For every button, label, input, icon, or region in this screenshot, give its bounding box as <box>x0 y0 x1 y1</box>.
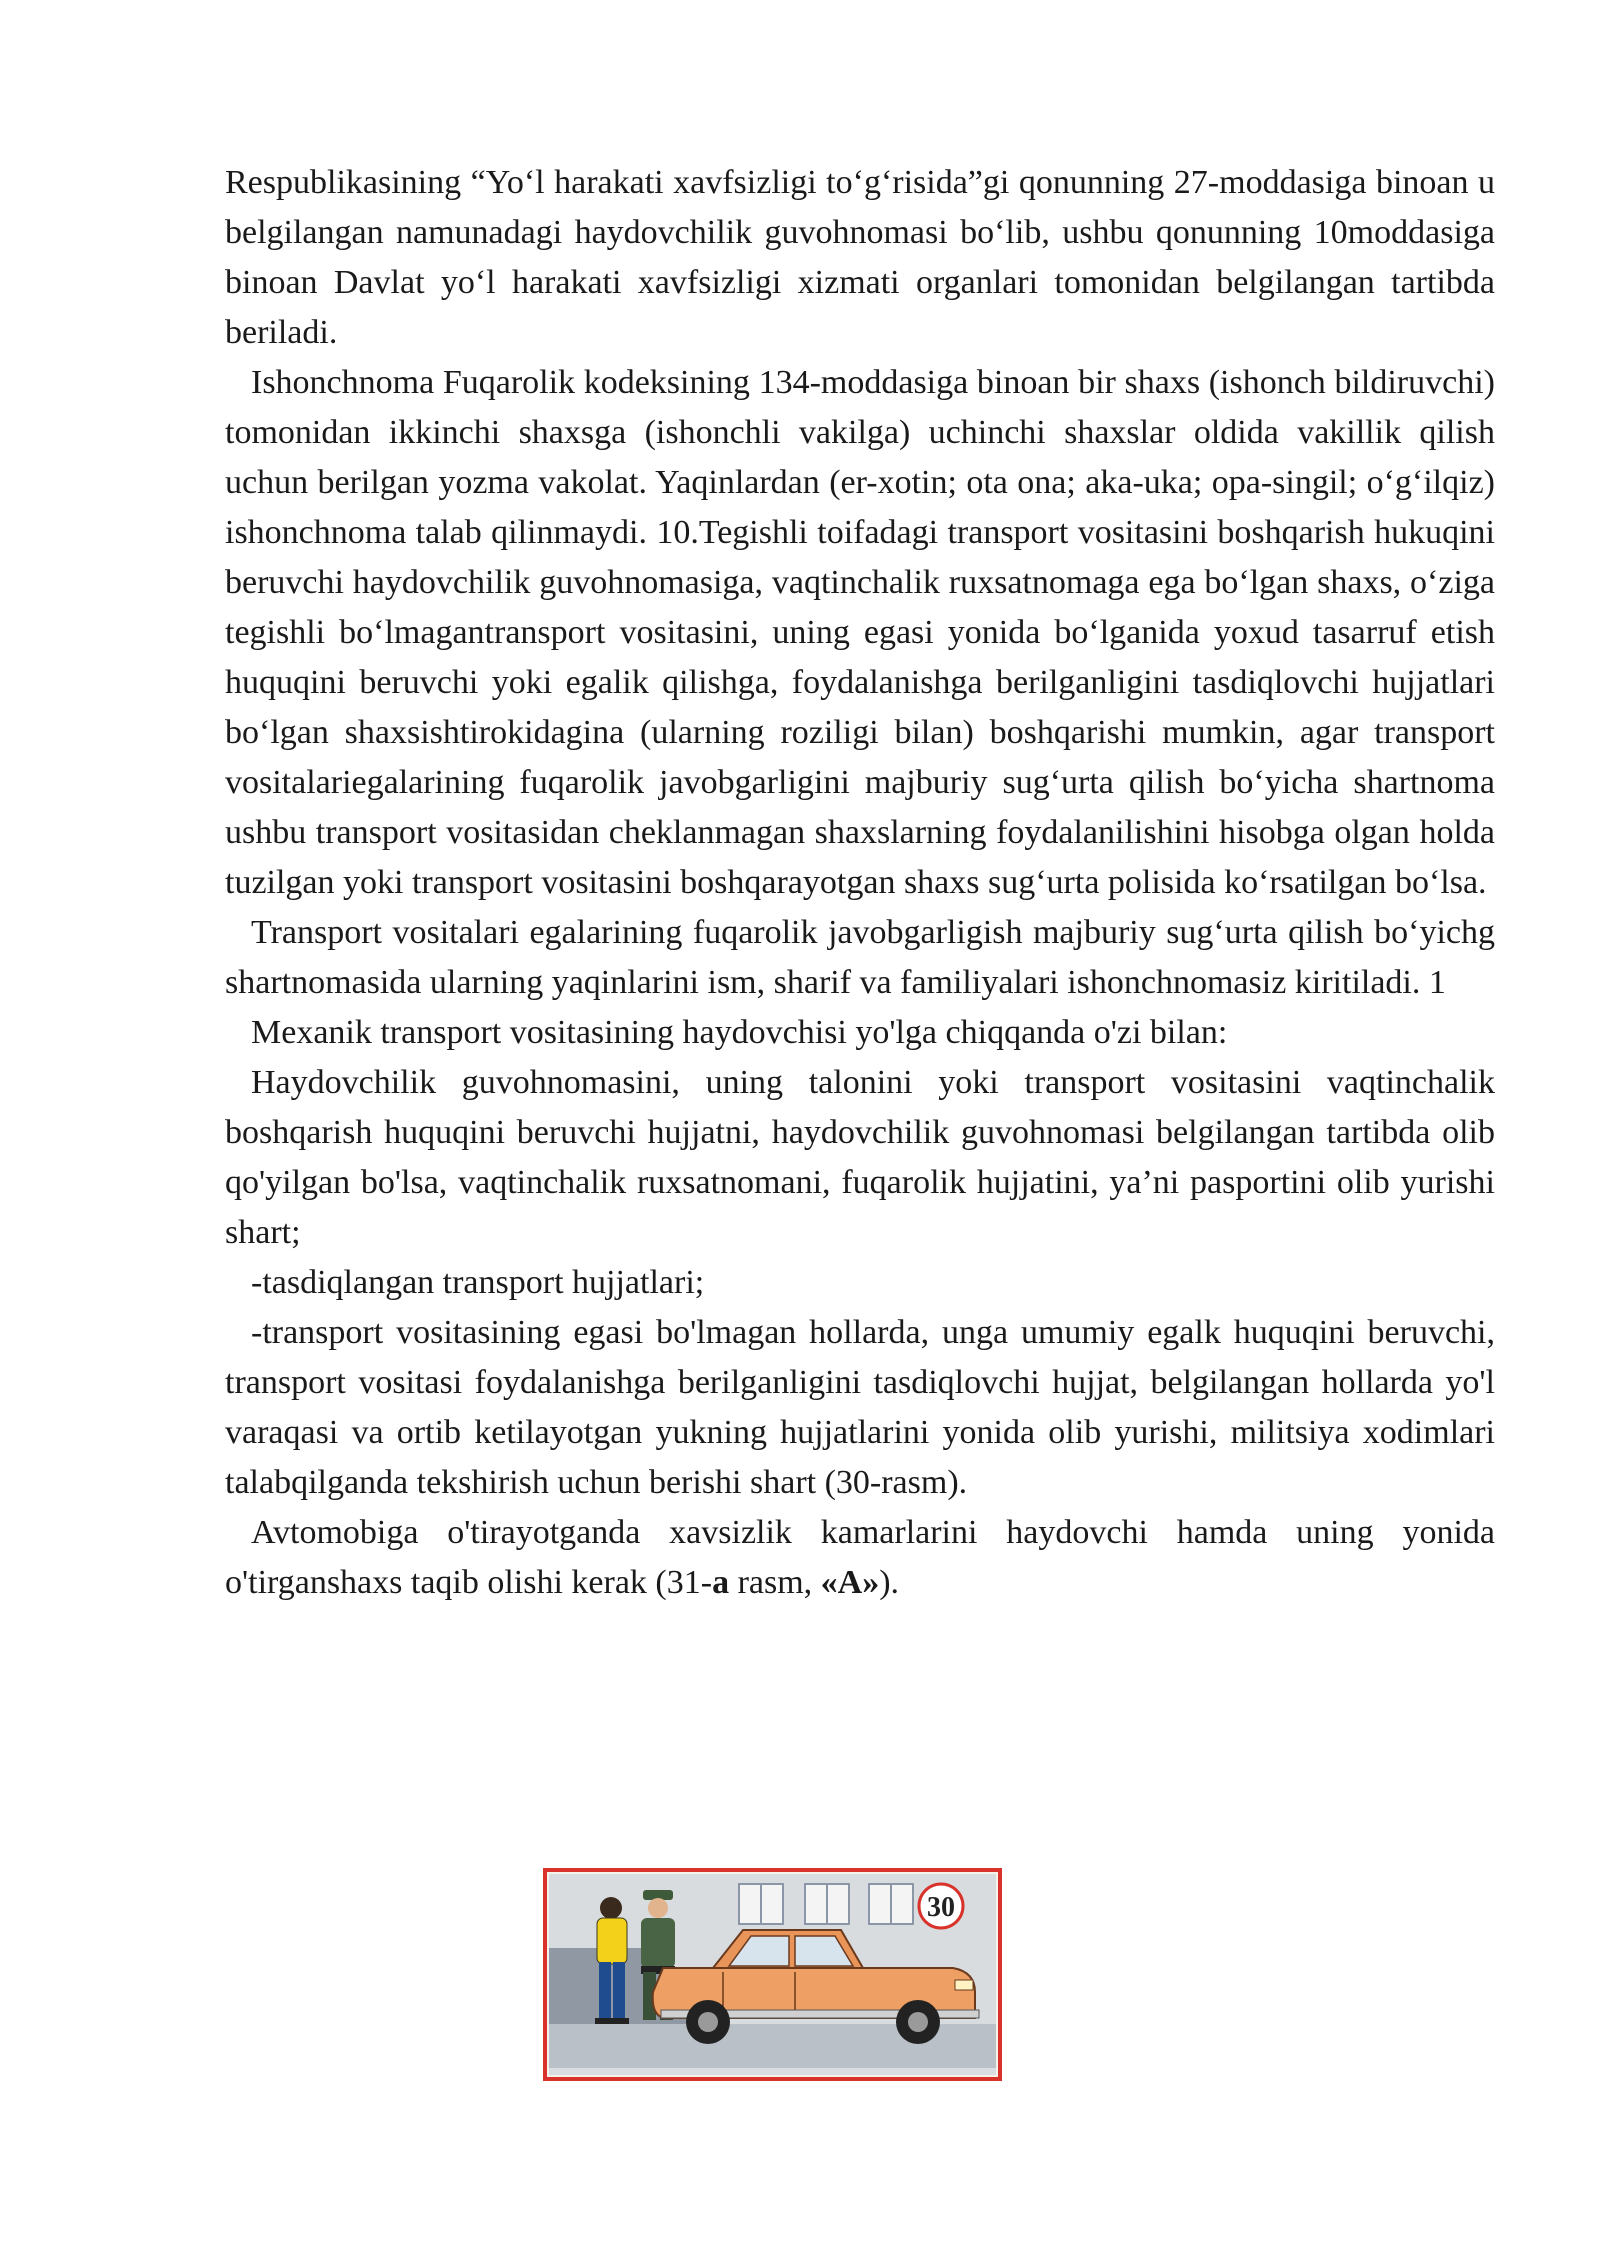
paragraph-8-bold-a: a <box>712 1564 730 1601</box>
document-body <box>225 158 1495 1608</box>
paragraph-4: Mexanik transport vositasining haydovchisi yo'lga chiqqanda o'zi bilan: <box>251 1014 1228 1051</box>
illustration-police-check-car <box>543 1868 1002 2081</box>
figure-badge-number: 30 <box>927 1892 955 1923</box>
paragraph-7: -transport vositasining egasi bo'lmagan hollarda, unga umumiy egalk huquqini beruvchi, transport vositasi foydalanishga berilganligini tasdiqlovchi hujjat, belgilangan hollarda yo'l varaqasi va ortib ketilayotgan yukning hujjatlarini yonida olib yurishi, militsiya xodimlari talabqilganda tekshirish uchun berishi shart (30-rasm). <box>225 1314 1495 1501</box>
paragraph-8-text-mid: rasm, <box>729 1564 821 1601</box>
paragraph-8-text-after: ). <box>879 1564 900 1601</box>
paragraph-1: Respublikasining “Yo‘l harakati xavfsizligi to‘g‘risida”gi qonunning 27-moddasiga binoan u belgilangan namunadagi haydovchilik guvohnomasi bo‘lib, ushbu qonunning 10moddasiga binoan Davlat yo‘l harakati xavfsizligi xizmati organlari tomonidan belgilangan tartibda beriladi. <box>225 164 1495 351</box>
paragraph-5: Haydovchilik guvohnomasini, uning talonini yoki transport vositasini vaqtinchalik boshqarish huquqini beruvchi hujjatni, haydovchilik guvohnomasi belgilangan tartibda olib qo'yilgan bo'lsa, vaqtinchalik ruxsatnomani, fuqarolik hujjatini, ya’ni pasportini olib yurishi shart; <box>225 1064 1495 1251</box>
paragraph-8-bold-A: «A» <box>820 1564 880 1601</box>
paragraph-6: -tasdiqlangan transport hujjatlari; <box>251 1264 705 1301</box>
paragraph-3: Transport vositalari egalarining fuqarolik javobgarligish majburiy sug‘urta qilish bo‘yichg shartnomasida ularning yaqinlarini ism, sharif va familiyalari ishonchnomasiz kiritiladi. 1 <box>225 914 1495 1001</box>
illustration-figure-30 <box>543 1868 1002 2081</box>
paragraph-8-text-before: Avtomobiga o'tirayotganda xavsizlik kamarlarini haydovchi hamda uning yonida o'tirganshaxs taqib olishi kerak (31- <box>225 1514 1495 1601</box>
paragraph-2: Ishonchnoma Fuqarolik kodeksining 134-moddasiga binoan bir shaxs (ishonch bildiruvchi) tomonidan ikkinchi shaxsga (ishonchli vakilga) uchinchi shaxslar oldida vakillik qilish uchun berilgan yozma vakolat. Yaqinlardan (er-xotin; ota ona; aka-uka; opa-singil; o‘g‘ilqiz) ishonchnoma talab qilinmaydi. 10.Tegishli toifadagi transport vositasini boshqarish hukuqini beruvchi haydovchilik guvohnomasiga, vaqtinchalik ruxsatnomaga ega bo‘lgan shaxs, o‘ziga tegishli bo‘lmagantransport vositasini, uning egasi yonida bo‘lganida yoxud tasarruf etish huquqini beruvchi yoki egalik qilishga, foydalanishga berilganligini tasdiqlovchi hujjatlari bo‘lgan shaxsishtirokidagina (ularning roziligi bilan) boshqarishi mumkin, agar transport vositalariegalarining fuqarolik javobgarligini majburiy sug‘urta qilish bo‘yicha shartnoma ushbu transport vositasidan cheklanmagan shaxslarning foydalanilishini hisobga olgan holda tuzilgan yoki transport vositasini boshqarayotgan shaxs sug‘urta polisida ko‘rsatilgan bo‘lsa. <box>225 364 1495 901</box>
paragraph-8 <box>225 1508 1495 1608</box>
